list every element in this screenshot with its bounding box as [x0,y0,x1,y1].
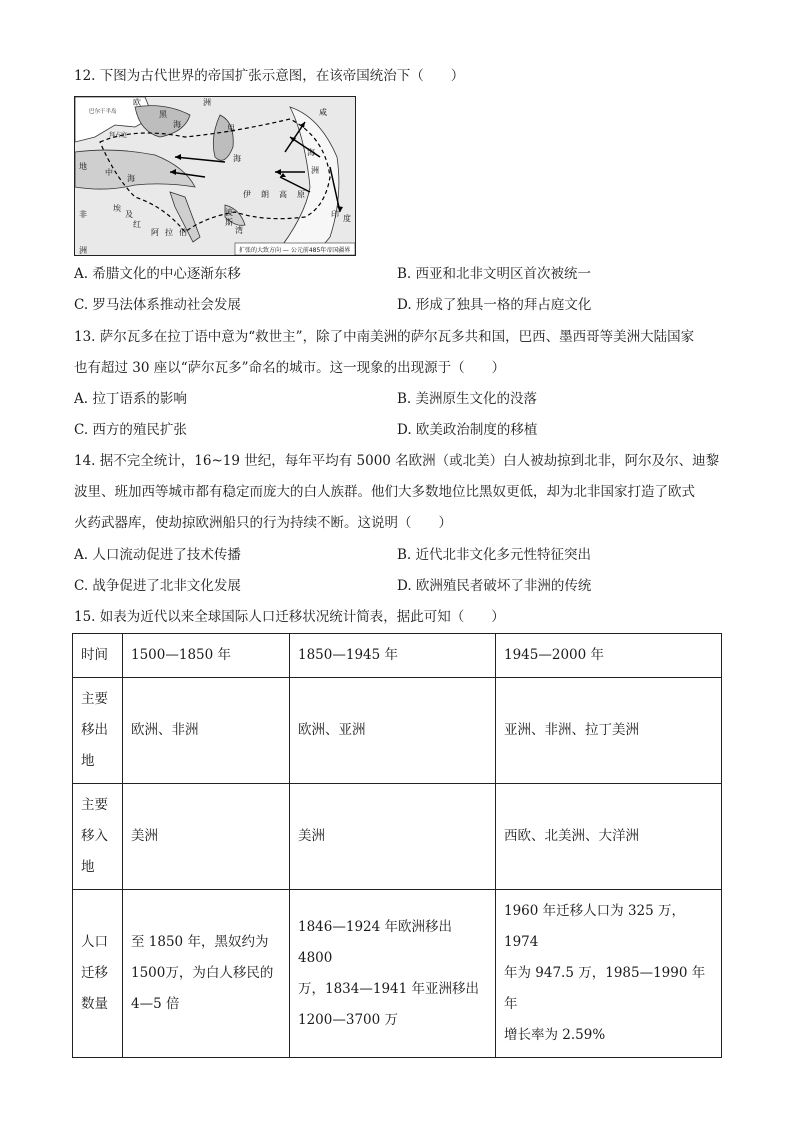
map-label-hei: 黑 [159,110,167,119]
row-label-line: 迁移 [81,965,108,981]
map-label-ji: 及 [125,210,133,219]
migration-table [72,633,722,1058]
row-label-line: 移出 [81,722,108,738]
map-label-zhou2: 洲 [311,166,319,175]
map-label-yin: 印 [331,210,339,219]
table-row [73,678,722,784]
table-row [73,890,722,1058]
row-label-line: 地 [81,753,95,769]
q12-option-d[interactable]: D. 形成了独具一格的拜占庭文化 [397,297,592,313]
cell-line: 1960 年迁移人口为 325 万，1974 [504,903,685,950]
q14-option-a[interactable]: A. 人口流动促进了技术传播 [74,547,241,563]
q14-option-b[interactable]: B. 近代北非文化多元性特征突出 [397,547,592,563]
map-label-lang: 朗 [261,190,269,199]
empire-expansion-map [74,96,356,256]
table-cell [290,890,496,1058]
q13-option-b[interactable]: B. 美洲原生文化的没落 [397,391,538,407]
cell-line: 至 1850 年，黑奴约为 [131,934,269,950]
map-label-byzantium: 拜占庭 [109,132,128,139]
cell-line: 1846—1924 年欧洲移出 4800 [298,918,453,966]
table-cell [123,890,290,1058]
row-label-quantity [73,890,123,1058]
table-cell: 欧洲、亚洲 [290,678,496,784]
map-label-ou: 欧 [133,98,141,107]
map-label-li: 里 [227,124,235,133]
map-label-zhou1: 洲 [203,98,211,107]
map-label-hong: 红 [133,220,141,229]
row-label-line: 人口 [81,934,108,950]
table-header-cell: 时间 [73,634,123,678]
question-14-stem-line2: 波里、班加西等城市都有稳定而庞大的白人族群。他们大多数地位比黑奴更低，却为北非国家打造了欧式 [74,484,695,500]
map-label-ai: 埃 [113,204,121,213]
map-label-yi: 伊 [243,190,251,199]
q13-option-a[interactable]: A. 拉丁语系的影响 [74,391,187,407]
map-label-zhong: 中 [105,168,113,177]
cell-line: 4—5 倍 [131,996,180,1012]
question-14-stem-line1: 14. 据不完全统计，16~19 世纪，每年平均有 5000 名欧洲（或北美）白人被劫掠到北非，阿尔及尔、迪黎 [74,453,720,469]
map-label-zhou3: 洲 [79,246,87,255]
map-label-la: 拉 [165,228,173,237]
question-13-stem-line1: 13. 萨尔瓦多在拉丁语中意为“救世主”，除了中南美洲的萨尔瓦多共和国，巴西、墨西哥等美洲大陆国家 [74,329,695,345]
q14-option-c[interactable]: C. 战争促进了北非文化发展 [74,578,241,594]
row-label-line: 主要 [81,691,108,707]
map-label-gao: 高 [279,190,287,199]
row-label-line: 数量 [81,996,108,1012]
question-14-stem-line3: 火药武器库，使劫掠欧洲船只的行为持续不断。这说明（ ） [74,515,452,531]
map-label-hai1: 海 [173,120,181,129]
map-label-si: 斯 [225,218,233,227]
row-label-line: 主要 [81,797,108,813]
table-header-cell: 1850—1945 年 [290,634,496,678]
map-label-hai4: 海 [127,174,135,183]
table-header-cell: 1500—1850 年 [123,634,290,678]
cell-line: 1200—3700 万 [298,1011,399,1028]
cell-line: 年为 947.5 万，1985—1990 年年 [504,965,706,1012]
row-label-emigration [73,678,123,784]
map-label-wan: 湾 [235,226,243,235]
question-15-stem: 15. 如表为近代以来全球国际人口迁移状况统计简表，据此可知（ ） [74,609,505,625]
map-label-bo2: 波 [225,208,233,217]
map-label-hai2: 海 [233,154,241,163]
map-label-fei: 非 [79,210,87,219]
map-label-di: 地 [79,162,87,171]
question-13-stem-line2: 也有超过 30 座以“萨尔瓦多”命名的城市。这一现象的出现源于（ ） [74,360,506,376]
q12-option-b[interactable]: B. 西亚和北非文明区首次被统一 [397,266,592,282]
row-label-line: 移入 [81,828,108,844]
map-label-hai3: 海 [307,148,315,157]
table-cell: 亚洲、非洲、拉丁美洲 [496,678,722,784]
row-label-line: 地 [81,859,95,875]
table-cell [496,890,722,1058]
map-label-balkan: 巴尔干半岛 [89,109,117,115]
table-header-cell: 1945—2000 年 [496,634,722,678]
map-label-bo: 伯 [179,228,187,237]
table-row [73,784,722,890]
question-12-stem: 12. 下图为古代世界的帝国扩张示意图，在该帝国统治下（ ） [74,68,465,84]
q14-option-d[interactable]: D. 欧洲殖民者破坏了非洲的传统 [397,578,592,594]
cell-line: 万，1834—1941 年亚洲移出 [298,980,480,997]
map-label-yuan: 原 [297,190,305,199]
table-cell: 美洲 [290,784,496,890]
table-header-row [73,634,722,678]
map-label-xian: 咸 [319,108,327,117]
q12-option-c[interactable]: C. 罗马法体系推动社会发展 [74,297,241,313]
map-label-du: 度 [343,214,351,223]
map-legend: 扩张的大致方向 — 公元前485年帝国疆界 [239,247,351,254]
cell-line: 增长率为 2.59% [504,1027,606,1043]
cell-line: 1500万，为白人移民的 [131,965,274,981]
q12-option-a[interactable]: A. 希腊文化的中心逐渐东移 [74,266,241,282]
q13-option-c[interactable]: C. 西方的殖民扩张 [74,422,187,438]
table-cell: 西欧、北美洲、大洋洲 [496,784,722,890]
table-cell: 美洲 [123,784,290,890]
row-label-immigration [73,784,123,890]
q13-option-d[interactable]: D. 欧美政治制度的移植 [397,422,538,438]
map-label-a: 阿 [151,228,159,237]
table-cell: 欧洲、非洲 [123,678,290,784]
